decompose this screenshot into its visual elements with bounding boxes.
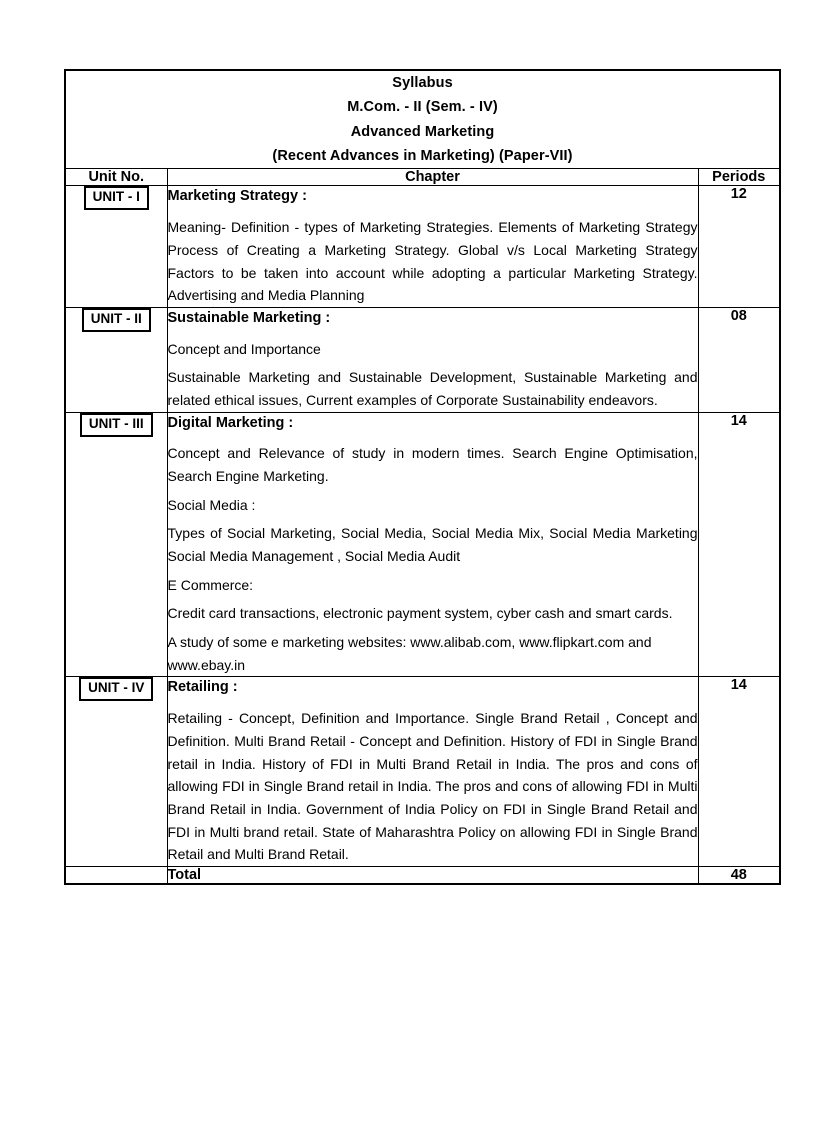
title-line-syllabus: Syllabus [392, 75, 453, 91]
table-row [65, 186, 780, 307]
chapter-paragraph: Types of Social Marketing, Social Media, Social Media Mix, Social Media Marketing Social Media Management , Social Media Audit [167, 525, 698, 565]
unit-no-cell-1 [65, 186, 167, 307]
chapter-paragraph: Credit card transactions, electronic payment system, cyber cash and smart cards. [167, 605, 673, 622]
chapter-paragraph: Concept and Relevance of study in modern times. Search Engine Optimisation, Search Engine Marketing. [167, 445, 698, 485]
column-header-periods: Periods [698, 169, 780, 186]
periods-cell-1: 12 [698, 186, 780, 307]
chapter-heading-3: Digital Marketing : [167, 414, 294, 431]
chapter-heading-2: Sustainable Marketing : [167, 309, 331, 326]
title-line-subject: Advanced Marketing [350, 123, 495, 140]
table-row [65, 307, 780, 412]
chapter-subheading-social-media: Social Media : [167, 496, 256, 513]
table-row [65, 677, 780, 866]
chapter-heading-1: Marketing Strategy : [167, 188, 307, 205]
total-row [65, 866, 780, 884]
total-periods: 48 [698, 866, 780, 884]
unit-label-2: UNIT - II [82, 308, 151, 332]
chapter-paragraph-websites: A study of some e marketing websites: www.alibab.com, www.flipkart.com and www.ebay.in [167, 634, 652, 673]
chapter-subheading-e-commerce: E Commerce: [167, 576, 254, 593]
unit-label-4: UNIT - IV [79, 677, 153, 701]
chapter-paragraph: Meaning- Definition - types of Marketing Strategies. Elements of Marketing Strategy Process of Creating a Marketing Strategy. Global v/s Local Marketing Strategy Factors to be taken into account while adopting a particular Marketing Strategy. Advertising and Media Planning [167, 219, 698, 304]
periods-cell-4: 14 [698, 677, 780, 866]
unit-no-cell-3 [65, 412, 167, 677]
column-header-unit-no: Unit No. [65, 169, 167, 186]
chapter-paragraph: Concept and Importance [167, 340, 321, 357]
unit-label-3: UNIT - III [80, 413, 153, 437]
total-label: Total [167, 866, 698, 884]
chapter-cell-1 [167, 186, 698, 307]
chapter-cell-3 [167, 412, 698, 677]
table-header-row [65, 169, 780, 186]
unit-no-cell-4 [65, 677, 167, 866]
chapter-cell-4 [167, 677, 698, 866]
unit-no-cell-2 [65, 307, 167, 412]
periods-cell-2: 08 [698, 307, 780, 412]
chapter-paragraph: Retailing - Concept, Definition and Importance. Single Brand Retail , Concept and Definition. Multi Brand Retail - Concept and Definition. History of FDI in Single Brand retail in India. History of FDI in Multi Brand Retail in India. The pros and cons of allowing FDI in Single Brand retail in India. The pros and cons of allowing FDI in Multi Brand Retail in India. Government of India Policy on FDI in Single Brand Retail and FDI in Multi brand retail. State of Maharashtra Policy on allowing FDI in Single Brand Retail and Multi Brand Retail. [167, 710, 698, 863]
periods-cell-3: 14 [698, 412, 780, 677]
unit-label-1: UNIT - I [84, 186, 149, 210]
chapter-cell-2 [167, 307, 698, 412]
title-block [65, 70, 780, 169]
table-row [65, 412, 780, 677]
syllabus-table [64, 69, 781, 885]
chapter-paragraph: Sustainable Marketing and Sustainable Development, Sustainable Marketing and related ethical issues, Current examples of Corporate Sustainability endeavors. [167, 369, 698, 408]
total-blank-cell [65, 866, 167, 884]
title-line-paper: (Recent Advances in Marketing) (Paper-VII) [272, 148, 573, 165]
chapter-heading-4: Retailing : [167, 679, 238, 696]
title-line-course: M.Com. - II (Sem. - IV) [347, 99, 498, 116]
column-header-chapter: Chapter [167, 169, 698, 186]
title-row [65, 70, 780, 169]
